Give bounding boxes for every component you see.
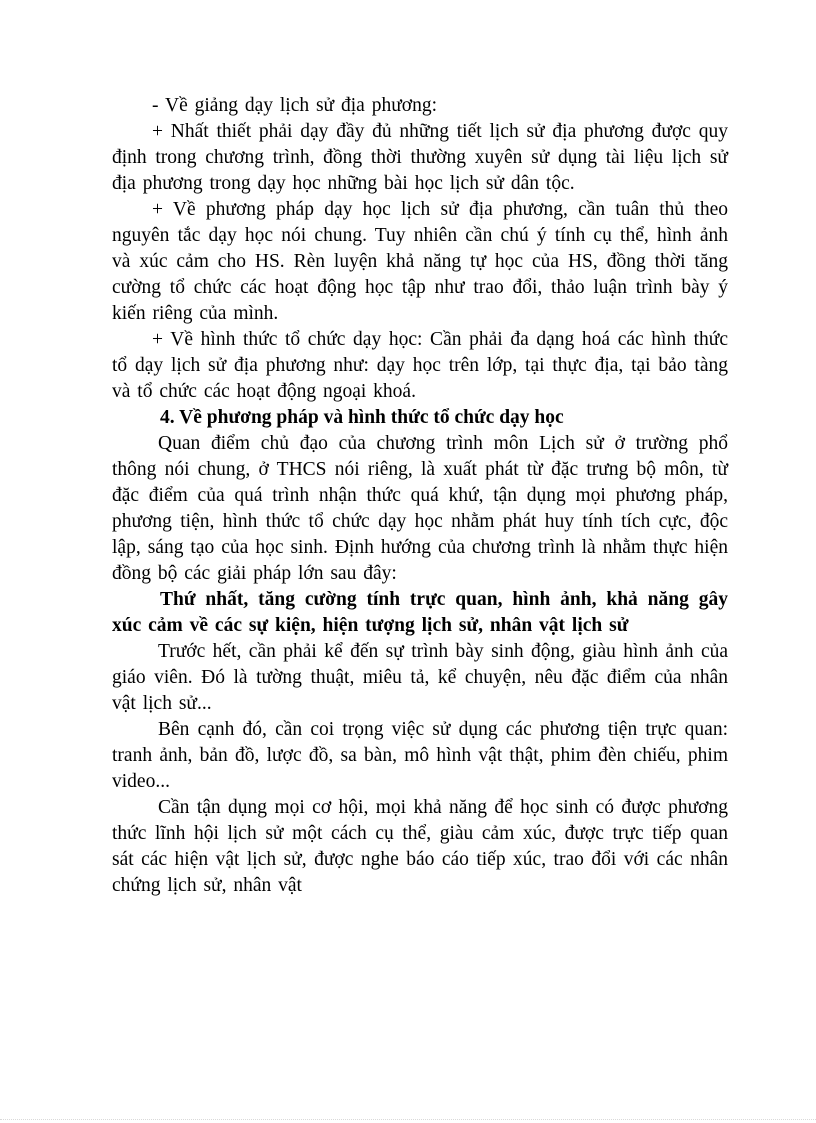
paragraph-teaching-methods: + Về phương pháp dạy học lịch sử địa phương, cần tuân thủ theo nguyên tắc dạy học nói chung. Tuy nhiên cần chú ý tính cụ thể, hình ảnh và xúc cảm cho HS. Rèn luyện khả năng tự học của HS, đồng thời tăng cường tổ chức các hoạt động học tập như trao đổi, thảo luận trình bày ý kiến riêng của mình. [112,199,728,324]
paragraph-main-viewpoint: Quan điểm chủ đạo của chương trình môn Lịch sử ở trường phổ thông nói chung, ở THCS nói riêng, là xuất phát từ đặc trưng bộ môn, từ đặc điểm của quá trình nhận thức quá khứ, tận dụng mọi phương pháp, phương tiện, hình thức tổ chức dạy học nhằm phát huy tính tích cực, độc lập, sáng tạo của học sinh. Định hướng của chương trình là nhằm thực hiện đồng bộ các giải pháp lớn sau đây: [112,433,728,584]
paragraph-first-solution: Thứ nhất, tăng cường tính trực quan, hình ảnh, khả năng gây xúc cảm về các sự kiện, hiện tượng lịch sử, nhân vật lịch sử [112,589,728,636]
paragraph-teacher-presentation: Trước hết, cần phải kể đến sự trình bày sinh động, giàu hình ảnh của giáo viên. Đó là tường thuật, miêu tả, kể chuyện, nêu đặc điểm của nhân vật lịch sử... [112,641,728,714]
paragraph-organization-forms: + Về hình thức tổ chức dạy học: Cần phải đa dạng hoá các hình thức tổ dạy lịch sử địa phương như: dạy học trên lớp, tại thực địa, tại bảo tàng và tổ chức các hoạt động ngoại khoá. [112,329,728,402]
paragraph-local-history-teaching: - Về giảng dạy lịch sử địa phương: [152,95,438,116]
paragraph-mandatory-lessons: + Nhất thiết phải dạy đầy đủ những tiết lịch sử địa phương được quy định trong chương trình, đồng thời thường xuyên sử dụng tài liệu lịch sử địa phương trong dạy học những bài học lịch sử dân tộc. [112,121,728,194]
page-bottom-divider [0,1119,816,1121]
paragraph-visual-aids: Bên cạnh đó, cần coi trọng việc sử dụng các phương tiện trực quan: tranh ảnh, bản đồ, lược đồ, sa bàn, mô hình vật thật, phim đèn chiếu, phim video... [112,719,728,792]
document-body [112,93,728,899]
section-heading: 4. Về phương pháp và hình thức tổ chức dạy học [160,407,564,428]
paragraph-opportunities: Cần tận dụng mọi cơ hội, mọi khả năng để học sinh có được phương thức lĩnh hội lịch sử một cách cụ thể, giàu cảm xúc, được trực tiếp quan sát các hiện vật lịch sử, được nghe báo cáo tiếp xúc, trao đổi với các nhân chứng lịch sử, nhân vật [112,797,728,896]
